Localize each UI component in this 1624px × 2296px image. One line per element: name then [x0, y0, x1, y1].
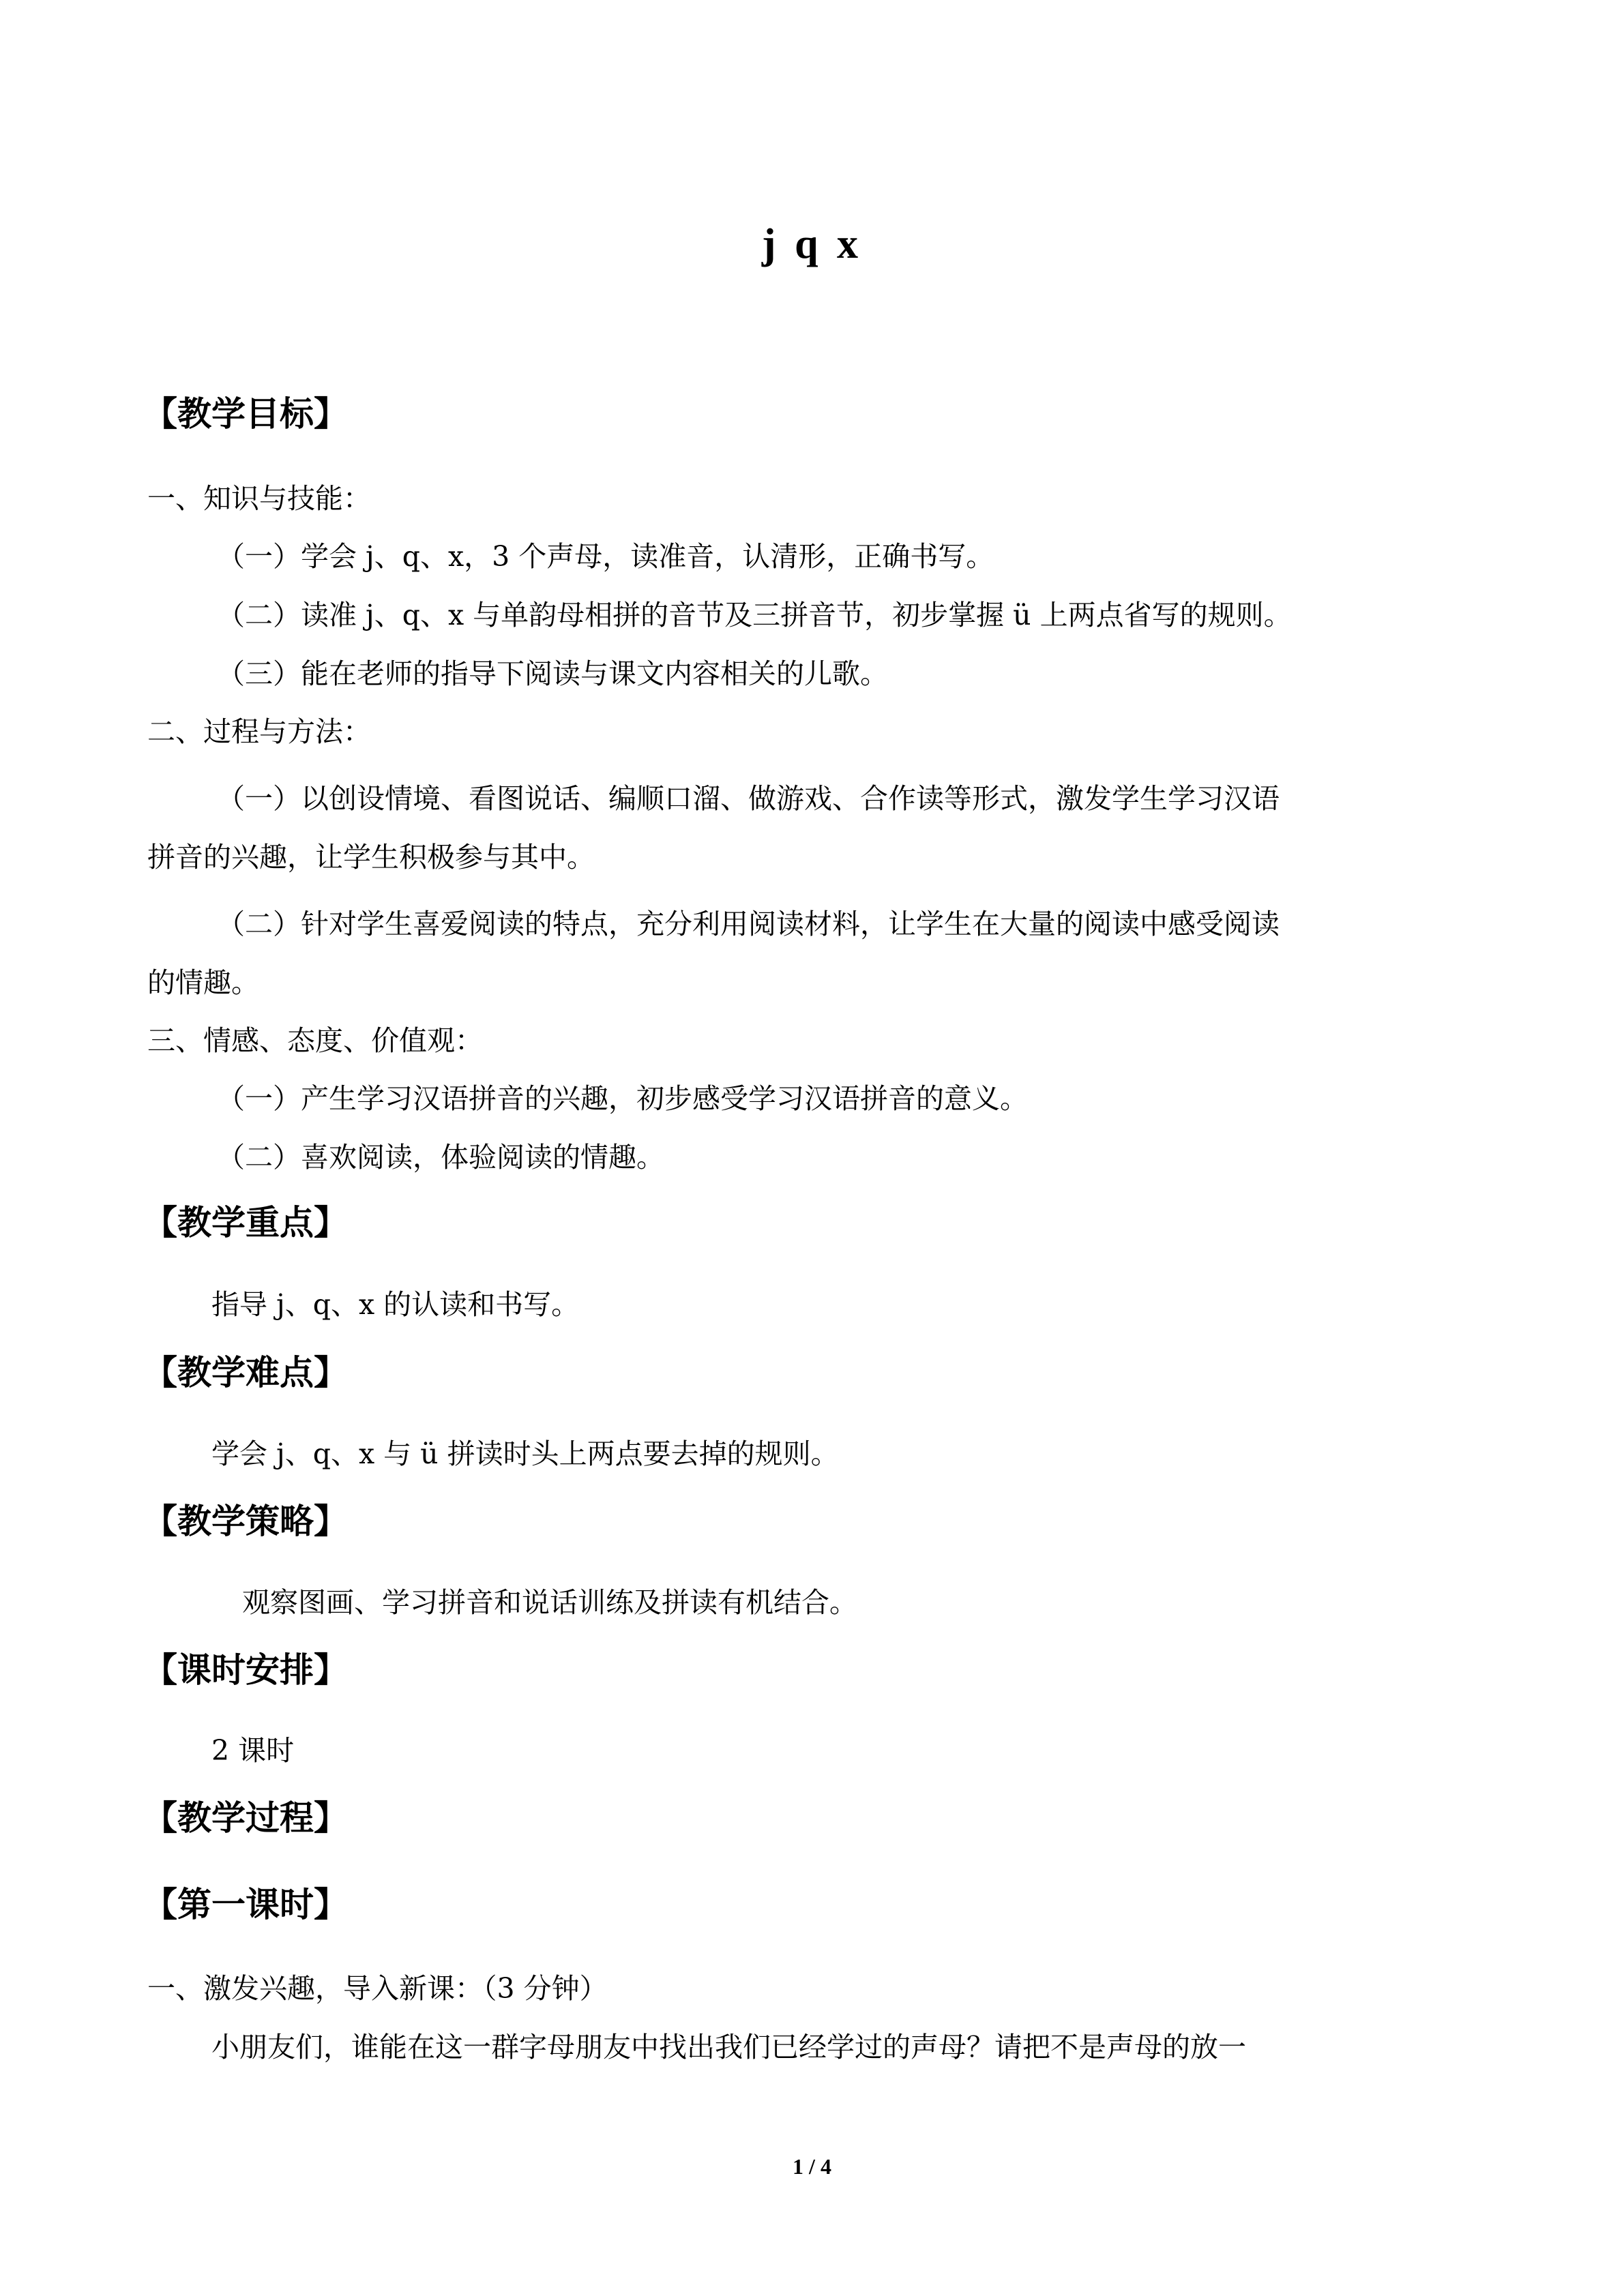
emotion-item-2: （二）喜欢阅读，体验阅读的情趣。 — [217, 1141, 664, 1174]
document-title: j q x — [761, 221, 863, 267]
strategy-text: 观察图画、学习拼音和说话训练及拼读有机结合。 — [242, 1586, 857, 1619]
heading-lesson-1: 【第一课时】 — [143, 1885, 348, 1924]
page-indicator: 1 / 4 — [793, 2154, 831, 2179]
process-method-label: 二、过程与方法： — [147, 715, 371, 748]
lesson-1-step-1-text: 小朋友们，谁能在这一群字母朋友中找出我们已经学过的声母？请把不是声母的放一 — [211, 2031, 1246, 2063]
heading-key-points: 【教学重点】 — [143, 1203, 348, 1242]
process-item-1-line-2: 拼音的兴趣，让学生积极参与其中。 — [147, 841, 595, 874]
process-item-1-line-1: （一）以创设情境、看图说话、编顺口溜、做游戏、合作读等形式，激发学生学习汉语 — [217, 782, 1280, 815]
lesson-1-step-1-label: 一、激发兴趣，导入新课：（3 分钟） — [147, 1972, 608, 2005]
process-item-2-line-1: （二）针对学生喜爱阅读的特点，充分利用阅读材料，让学生在大量的阅读中感受阅读 — [217, 908, 1280, 940]
heading-schedule: 【课时安排】 — [143, 1650, 348, 1690]
knowledge-skills-label: 一、知识与技能： — [147, 482, 371, 515]
emotion-attitude-label: 三、情感、态度、价值观： — [147, 1024, 483, 1057]
difficulties-text: 学会 j、q、x 与 ü 拼读时头上两点要去掉的规则。 — [211, 1437, 839, 1470]
knowledge-item-3: （三）能在老师的指导下阅读与课文内容相关的儿歌。 — [217, 657, 888, 690]
knowledge-item-1: （一）学会 j、q、x，3 个声母，读准音，认清形，正确书写。 — [217, 540, 994, 573]
knowledge-item-2: （二）读准 j、q、x 与单韵母相拼的音节及三拼音节，初步掌握 ü 上两点省写的规则。 — [217, 599, 1292, 631]
heading-strategy: 【教学策略】 — [143, 1502, 348, 1541]
heading-teaching-goals: 【教学目标】 — [143, 394, 348, 434]
heading-difficulties: 【教学难点】 — [143, 1353, 348, 1392]
emotion-item-1: （一）产生学习汉语拼音的兴趣，初步感受学习汉语拼音的意义。 — [217, 1082, 1028, 1115]
heading-procedure: 【教学过程】 — [143, 1798, 348, 1838]
process-item-2-line-2: 的情趣。 — [147, 966, 259, 999]
schedule-text: 2 课时 — [211, 1734, 295, 1767]
key-points-text: 指导 j、q、x 的认读和书写。 — [211, 1288, 580, 1321]
